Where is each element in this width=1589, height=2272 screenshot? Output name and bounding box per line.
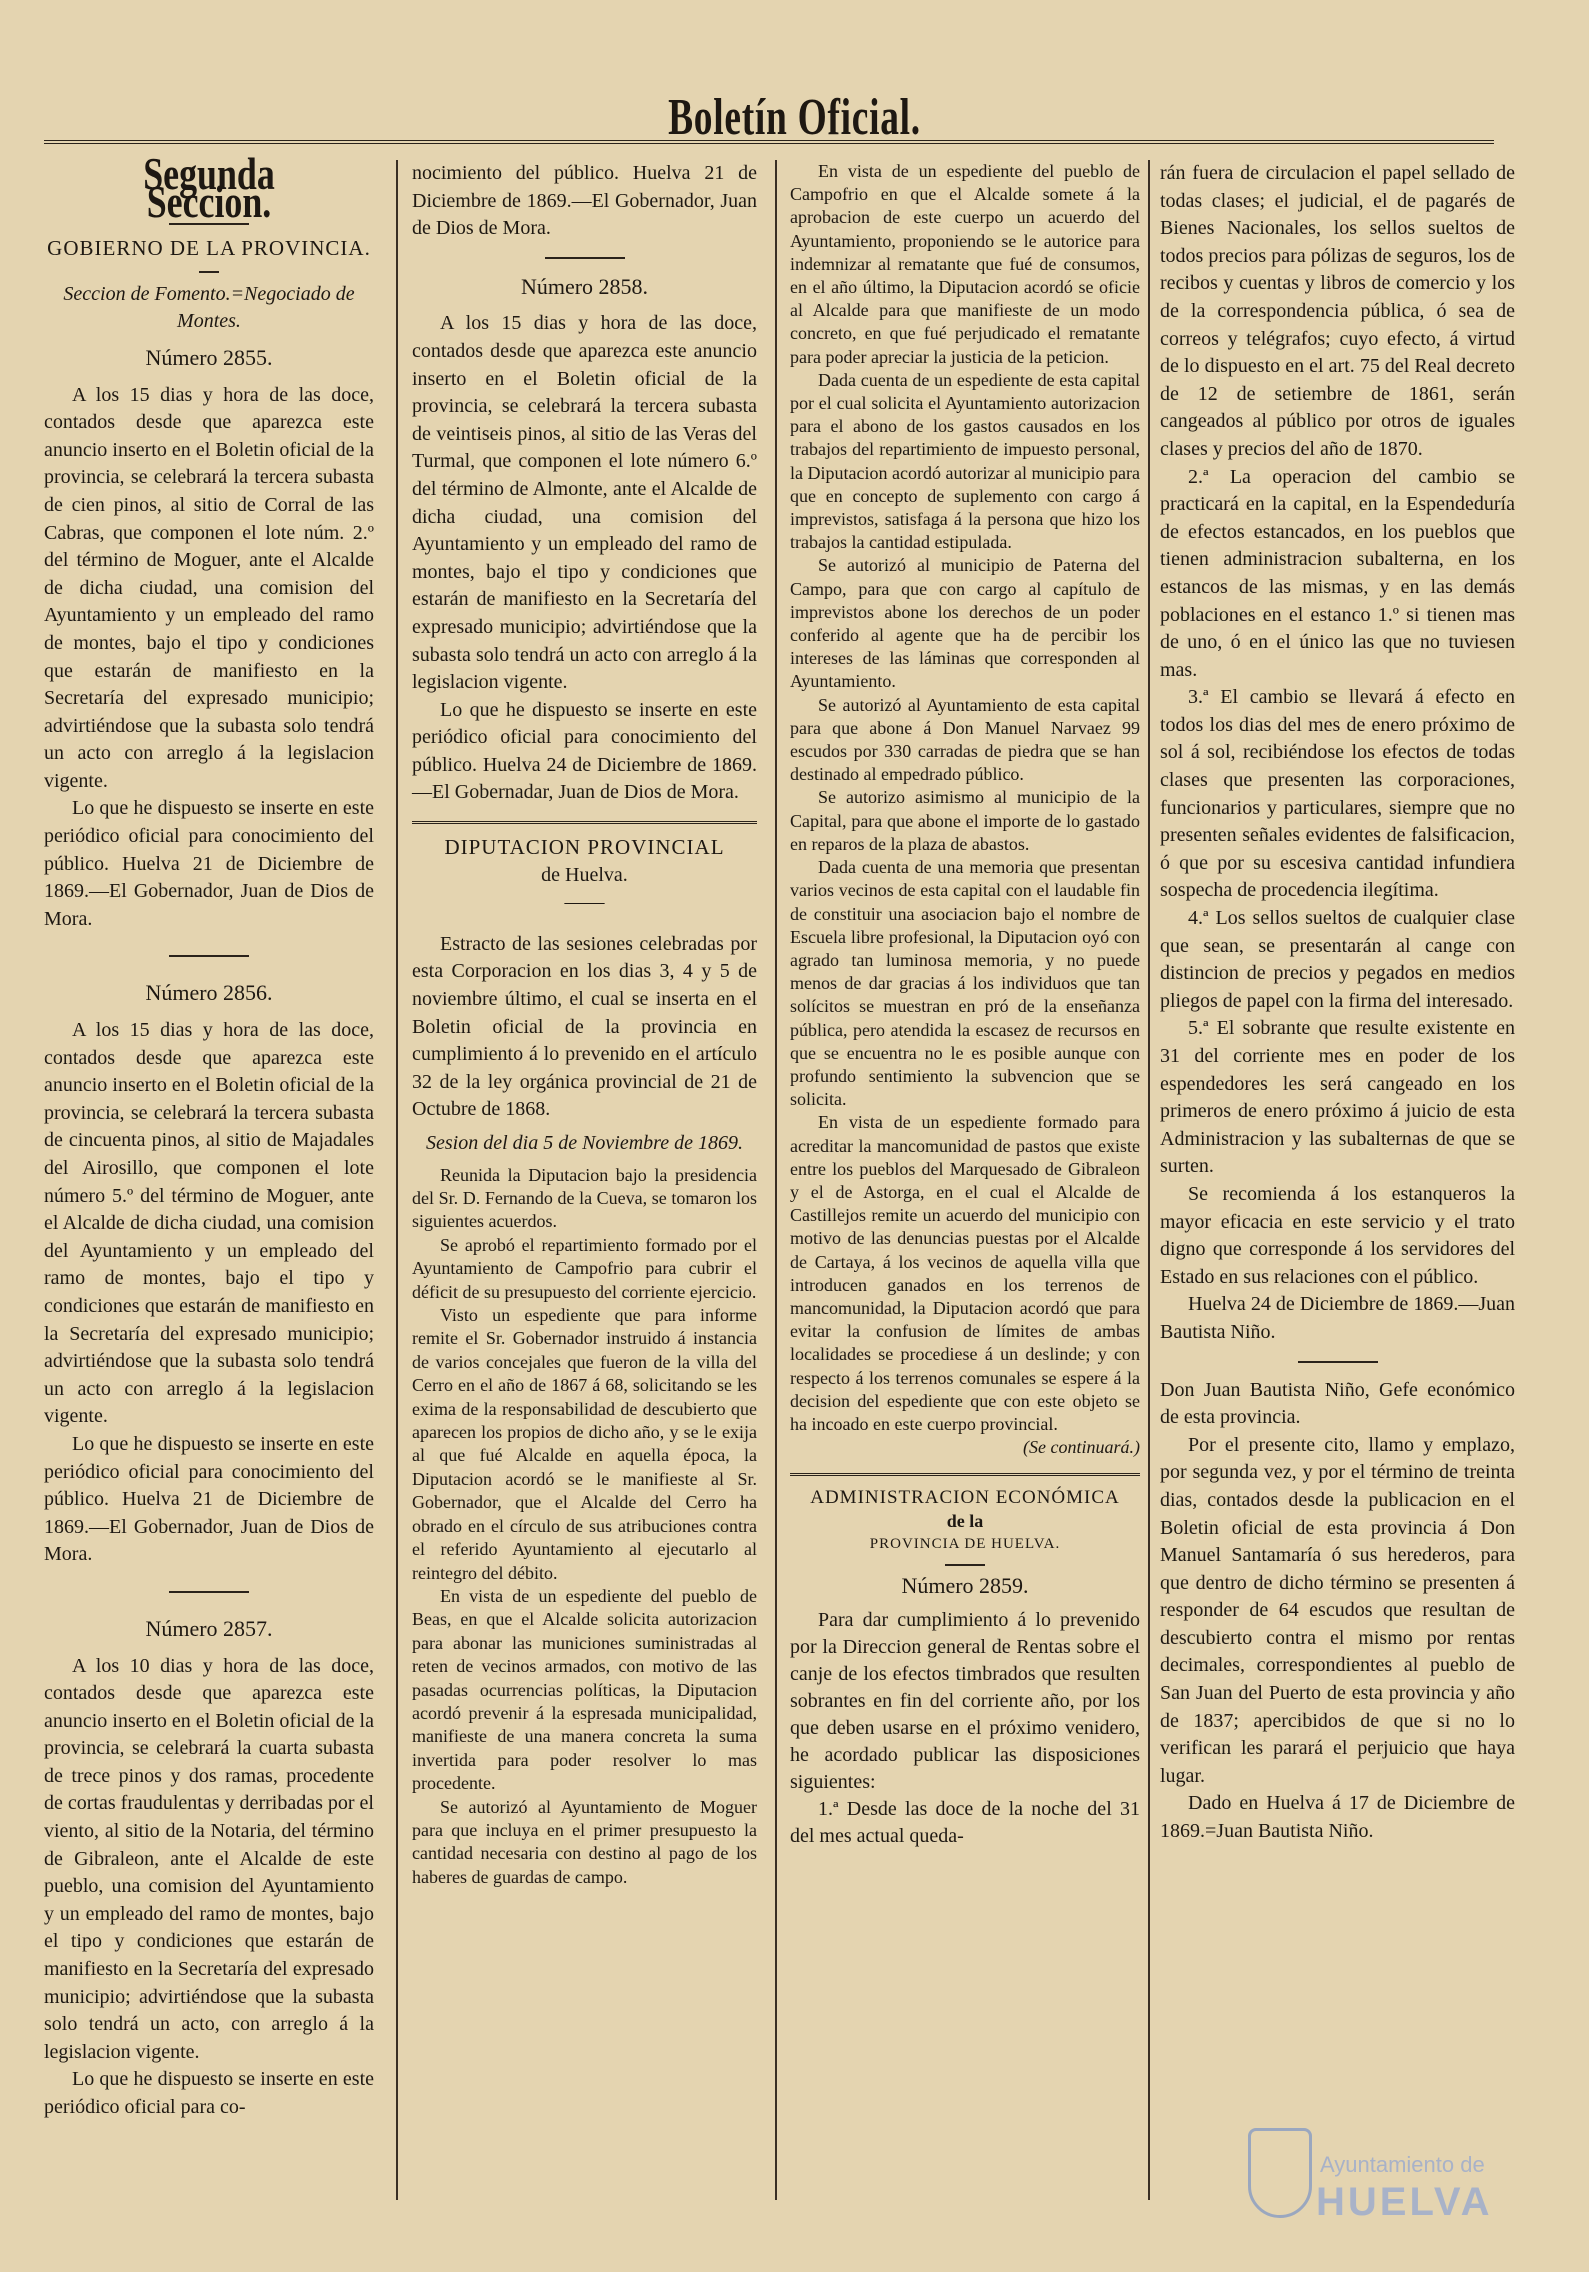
masthead-rule (44, 140, 1494, 144)
ayuntamiento-seal-icon (1248, 2128, 1312, 2218)
acuerdo-paragraph: Dada cuenta de un espediente de esta capital por el cual solicita el Ayuntamiento autorizacion para el abono de los gastos causados en los trabajos del repartimiento de impuesto personal, la Diputacion acordó autorizar al municipio para que en concepto de suplemento con cargo á imprevistos, satisfaga á la persona que hizo los trabajos la cantidad estipulada. (790, 369, 1140, 553)
diputacion-heading: DIPUTACION PROVINCIAL (444, 835, 725, 860)
notice-2859-rule-3: 3.ª El cambio se llevará á efecto en todos los dias del mes de enero próximo de sol á sol, recibiéndose los efectos de todas clases que presenten las corporaciones, funcionarios y particulares, siempre que no presenten señales evidentes de falsificacion, ó que por su escesiva cantidad infundiera sospecha de procedencia ilegítima. (1160, 686, 1515, 902)
acuerdo-paragraph: En vista de un espediente del pueblo de Campofrio en que el Alcalde somete á la aprobacion de este cuerpo un acuerdo del Ayuntamiento, proponiendo se le autorice para indemnizar al rematante que fué de consumos, en el año último, la Diputacion acordó se oficie al Alcalde para que manifieste de un modo concreto, en que fué perjudicado el rematante para poder apreciar la justicia de la peticion. (790, 161, 1140, 367)
notice-number-2859: Número 2859. (901, 1572, 1029, 1598)
administracion-heading: ADMINISTRACION ECONÓMICA (810, 1487, 1120, 1509)
notice-2855-body: A los 15 dias y hora de las doce, contados desde que aparezca este anuncio inserto en el Boletin oficial de la provincia, se celebrará la tercera subasta de cien pinos, al sitio de Corral de las Cabras, que componen el lote núm. 2.º del término de Moguer, ante el Alcalde de dicha ciudad, una comision del Ayuntamiento y un empleado del ramo de montes, bajo el tipo y condiciones que estarán de manifiesto en la Secretaría del expresado municipio; advirtiéndose que la subasta solo tendrá un acto con arreglo á la legislacion vigente. (44, 383, 374, 792)
acuerdo-paragraph: En vista de un espediente formado para acreditar la mancomunidad de pastos que existe entre los pueblos del Marquesado de Gibraleon y el de Astorga, en el cual el Alcalde de Castillejos remite un acuerdo del municipio con motivo de las denuncias puestas por el Alcalde de Cartaya, á los vecinos de aquella villa que introducen ganados en los terrenos de mancomunidad, la Diputacion acordó que para evitar la confusion de límites de ambas localidades se procediese á un deslinde; y con respecto á los terrenos comunales se espere á la decision del espediente que con este objeto se ha incoado en este cuerpo provincial. (790, 1112, 1140, 1434)
administracion-de: de la (946, 1510, 984, 1531)
notice-2859-rule-5: 5.ª El sobrante que resulte existente en 31 del corriente mes en poder de los espendedores les será cangeado en los primeros de enero próximo á juicio de esta Administracion y las subalternas de que se surten. (1160, 1017, 1515, 1178)
acuerdo-paragraph: Se autorizó al Ayuntamiento de esta capital para que abone á Don Manuel Narvaez 99 escudos por 330 carradas de piedra que se han destinado al empedrado público. (790, 694, 1140, 785)
notice-2855-closing: Lo que he dispuesto se inserte en este periódico oficial para conocimiento del público. Huelva 21 de Diciembre de 1869.—El Gobernador, Juan de Dios de Mora. (44, 797, 374, 930)
notice-2857-body: A los 10 dias y hora de las doce, contados desde que aparezca este anuncio inserto en el Boletin oficial de la provincia, se celebrará la cuarta subasta de trece pinos y dos ramas, procedente de cortas fraudulentas y derribadas por el viento, al sitio de la Notaria, del término de Gibraleon, ante el Alcalde de este pueblo, una comision del Ayuntamiento y un empleado del ramo de montes, bajo el tipo y condiciones que estarán de manifiesto en la Secretaría del expresado municipio; advirtiéndose que la subasta solo tendrá un acto, con arreglo á la legislacion vigente. (44, 1654, 374, 2063)
masthead-title: Boletín Oficial. (668, 89, 921, 146)
acuerdo-paragraph: Se aprobó el repartimiento formado por el Ayuntamiento de Campofrio para cubrir el déficit de su presupuesto del corriente ejercicio. (412, 1234, 757, 1302)
sesion-body (412, 1164, 757, 1890)
subheading: Seccion de Fomento.=Negociado de Montes. (63, 282, 355, 333)
notice-2856-closing: Lo que he dispuesto se inserte en este periódico oficial para conocimiento del público. Huelva 21 de Diciembre de 1869.—El Gobernador, Juan de Dios de Mora. (44, 1432, 374, 1566)
notice-2858-closing: Lo que he dispuesto se inserte en este periódico oficial para conocimiento del público. Huelva 24 de Diciembre de 1869.—El Gobernadar, Juan de Dios de Mora. (412, 698, 757, 804)
notice-2857-closing-start: Lo que he dispuesto se inserte en este periódico oficial para co- (44, 2068, 374, 2118)
edict-signature: Dado en Huelva á 17 de Diciembre de 1869.=Juan Bautista Niño. (1160, 1792, 1515, 1843)
gov-heading: GOBIERNO DE LA PROVINCIA. (47, 236, 371, 261)
divider (199, 271, 219, 273)
divider (1298, 1361, 1378, 1363)
notice-number-2856: Número 2856. (145, 980, 273, 1006)
diputacion-subheading: de Huelva. (541, 863, 628, 886)
section-rule (790, 1473, 1140, 1476)
acuerdo-paragraph: Se autorizó al Ayuntamiento de Moguer para que incluya en el primer presupuesto la cantidad necesaria con destino al pago de los haberes de guardas de campo. (412, 1796, 757, 1887)
acuerdo-paragraph: Dada cuenta de una memoria que presentan varios vecinos de esta capital con el laudable fin de constituir una asociacion bajo el nombre de Escuela libre profesional, la Diputacion oyó con agrado tan luminosa memoria, y no puede menos de dar gracias á los individuos que tan solícitos se muestran en pró de la enseñanza pública, pero atendida la escasez de recursos en que se encuentra no le es posible aunque con profundo sentimiento la subvencion que se solicita. (790, 857, 1140, 1110)
column-divider (396, 160, 398, 2200)
column-2 (412, 160, 757, 1889)
section-rule (412, 821, 757, 824)
notice-2859-rule-1-cont: rán fuera de circulacion el papel sellado de todas clases; el judicial, el de pagarés de Bienes Nacionales, los sellos sueltos de todos precios para pólizas de seguros, los de recibos y cuentas y libros de comercio y los de la correspondencia pública, ó sea de correos y telégrafos; cuyo efecto, á virtud de lo dispuesto en el art. 75 del Real decreto de 12 de setiembre de 1861, serán cangeados al público por otros de iguales clases y precios del año de 1870. (1160, 162, 1515, 460)
notice-2859-rule-2: 2.ª La operacion del cambio se practicará en la capital, en la Espendeduría de efectos estancados, en los pueblos que tienen administracion subalterna, en los estancos de las mismas, y en las demás poblaciones en el estanco 1.º si tienen mas de uno, ó en el único las que no tuviesen mas. (1160, 465, 1515, 681)
acuerdo-paragraph: Visto un espediente que para informe remite el Sr. Gobernador instruido á instancia de varios concejales que fueron de la villa del Cerro en el año de 1867 á 68, solicitando se les exima de la responsabilidad de descubierto que aparecen los propios de dicho año, y se le exija al que fué Alcalde en aquella época, la Diputacion acordó se le manifieste al Sr. Gobernador, que el Alcalde del Cerro ha obrado en el círculo de sus atribuciones contra el referido Ayuntamiento al ejecutarlo al reintegro del débito. (412, 1305, 757, 1583)
divider (945, 1564, 985, 1566)
notice-2857-closing-end: nocimiento del público. Huelva 21 de Diciembre de 1869.—El Gobernador, Juan de Dios de Mora. (412, 162, 757, 240)
edict-body: Por el presente cito, llamo y emplazo, por segunda vez, y por el término de treinta dias, contados desde la publicacion en el Boletin oficial de esta provincia á Don Manuel Santamaría ó sus herederos, para que dentro de dicho término se presenten á responder de 64 escudos que resultan de descubierto contra el mismo por rentas decimales, correspondientes al pueblo de San Juan del Puerto de esta provincia y año de 1837; apercibidos de que si no lo verifican les parará el perjuicio que haya lugar. (1160, 1433, 1515, 1787)
column-3 (790, 160, 1140, 1850)
notice-2859-recommendation: Se recomienda á los estanqueros la mayor eficacia en este servicio y el trato digno que corresponde á los servidores del Estado en sus relaciones con el público. (1160, 1182, 1515, 1288)
divider (169, 955, 249, 957)
column-divider (1148, 160, 1150, 2200)
column-4 (1160, 160, 1515, 1846)
watermark-line-1: Ayuntamiento de (1320, 2152, 1485, 2177)
extracto-paragraph: Estracto de las sesiones celebradas por esta Corporacion en los dias 3, 4 y 5 de noviembre último, el cual se inserta en el Boletin oficial de la provincia en cumplimiento á lo prevenido en el artículo 32 de la ley orgánica provincial de 21 de Octubre de 1868. (412, 932, 757, 1121)
notice-number-2858: Número 2858. (520, 273, 649, 299)
acuerdo-paragraph: Se autorizo asimismo al municipio de la Capital, para que abone el importe de lo gastado en reparos de la plaza de abastos. (790, 787, 1140, 854)
notice-2859-signature: Huelva 24 de Diciembre de 1869.—Juan Bautista Niño. (1160, 1293, 1515, 1343)
notice-2859-body (790, 1607, 1140, 1850)
notice-number-2857: Número 2857. (145, 1615, 273, 1641)
notice-number-2855: Número 2855. (145, 344, 273, 370)
notice-2859-rule-4: 4.ª Los sellos sueltos de cualquier clase que sean, se presentarán al cange con distincion de precios y pegados en medios pliegos de papel con la firma del interesado. (1160, 907, 1515, 1012)
diputacion-mark: —— (564, 891, 605, 914)
column-1 (44, 148, 374, 2122)
acuerdo-paragraph: Se autorizó al municipio de Paterna del Campo, para que con cargo al capítulo de imprevistos abone los derechos de un poder conferido al agente que ha de percibir los intereses de las láminas que corresponden al Ayuntamiento. (790, 555, 1140, 692)
divider (169, 1591, 249, 1593)
acuerdo-paragraph: En vista de un espediente del pueblo de Beas, en que el Alcalde solicita autorizacion para abonar las municiones suministradas al reten de vecinos armados, con motivo de las pasadas ocurrencias políticas, la Diputacion acordó prevenir á la espresada municipalidad, manifieste de una manera concreta la suma invertida para poder resolver lo mas procedente. (412, 1585, 757, 1794)
section-title: Segunda Seccion. (143, 148, 275, 227)
continuation-note: (Se continuará.) (1023, 1437, 1140, 1458)
sesion-heading: Sesion del dia 5 de Noviembre de 1869. (426, 1132, 743, 1154)
watermark-line-2: HUELVA (1316, 2180, 1493, 2224)
notice-2859-rule-1: 1.ª Desde las doce de la noche del 31 del mes actual queda- (790, 1798, 1140, 1848)
edict-heading: Don Juan Bautista Niño, Gefe económico de esta provincia. (1160, 1378, 1515, 1429)
divider (545, 257, 625, 259)
notice-2856-body: A los 15 dias y hora de las doce, contados desde que aparezca este anuncio inserto en el Boletin oficial de la provincia, se celebrará la tercera subasta de cincuenta pinos, al sitio de Majadales del Airosillo, que componen el lote número 5.º del término de Moguer, ante el Alcalde de dicha ciudad, una comision del Ayuntamiento y un empleado del ramo de montes, bajo el tipo y condiciones que estarán de manifiesto en la Secretaría del expresado municipio; advirtiéndose que la subasta solo tendrá un acto con arreglo á la legislacion vigente. (44, 1019, 374, 1428)
notice-2858-body: A los 15 dias y hora de las doce, contados desde que aparezca este anuncio inserto en el Boletin oficial de la provincia, se celebrará la tercera subasta de veintiseis pinos, al sitio de las Veras del Turmal, que componen el lote número 6.º del término de Almonte, ante el Alcalde de dicha ciudad, una comision del Ayuntamiento y un empleado del ramo de montes, bajo el tipo y condiciones que estarán de manifiesto en la Secretaría del expresado municipio; advirtiéndose que la subasta solo tendrá un acto con arreglo á la legislacion vigente. (412, 312, 757, 694)
notice-2859-intro: Para dar cumplimiento á lo prevenido por la Direccion general de Rentas sobre el canje de los efectos timbrados que resulten sobrantes en fin del corriente año, por los que deben usarse en el próximo venidero, he acordado publicar las disposiciones siguientes: (790, 1609, 1140, 1794)
administracion-provincia: PROVINCIA DE HUELVA. (869, 1535, 1061, 1552)
column-divider (775, 160, 777, 2200)
acuerdo-paragraph: Reunida la Diputacion bajo la presidencia del Sr. D. Fernando de la Cueva, se tomaron los siguientes acuerdos. (412, 1164, 757, 1232)
